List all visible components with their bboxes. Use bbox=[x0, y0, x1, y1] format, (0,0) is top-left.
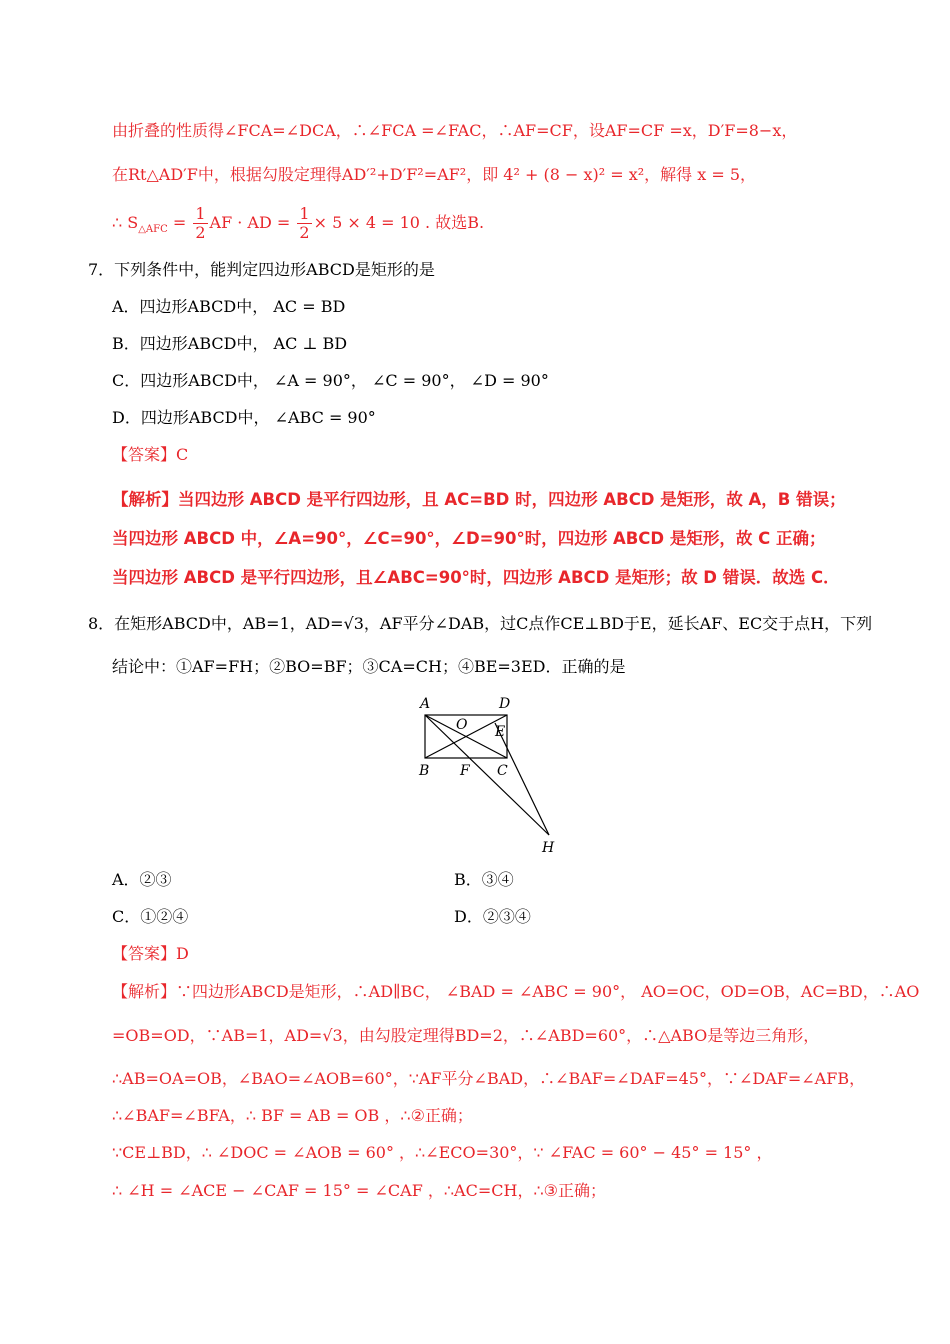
solution6-choice: 故选B. bbox=[430, 213, 485, 232]
answer-tag: 【答案】 bbox=[112, 944, 177, 963]
question7-option-a: A．四边形ABCD中， AC = BD bbox=[112, 297, 346, 316]
label-e: E bbox=[495, 724, 506, 740]
area-symbol: ∴ S bbox=[112, 213, 139, 232]
area-result: × 5 × 4 = 10 . bbox=[313, 213, 431, 232]
question7-analysis-line3: 当四边形 ABCD 是平行四边形，且∠ABC=90°时，四边形 ABCD 是矩形；故 D 错误．故选 C． bbox=[112, 568, 840, 587]
line-ah bbox=[425, 715, 549, 835]
question8-analysis-line3: ∴AB=OA=OB，∠BAO=∠AOB=60°，∵AF平分∠BAD，∴∠BAF=∠DAF=45°，∵∠DAF=∠AFB， bbox=[112, 1069, 866, 1088]
question7-answer bbox=[112, 443, 188, 467]
fraction-half-2: $\frac{1}{2}$ bbox=[299, 204, 310, 242]
question7-analysis-line1: 【解析】当四边形 ABCD 是平行四边形，且 AC=BD 时，四边形 ABCD 是矩形，故 A，B 错误； bbox=[112, 490, 846, 509]
question7-stem: 7．下列条件中，能判定四边形ABCD是矩形的是 bbox=[88, 260, 435, 279]
question7-option-d: D．四边形ABCD中， ∠ABC = 90° bbox=[112, 408, 376, 427]
fraction-half-1: $\frac{1}{2}$ bbox=[195, 204, 206, 242]
label-d: D bbox=[499, 696, 511, 712]
question7-analysis-line2: 当四边形 ABCD 中，∠A=90°，∠C=90°，∠D=90°时，四边形 ABCD 是矩形，故 C 正确； bbox=[112, 529, 826, 548]
question8-option-b: B．③④ bbox=[454, 870, 514, 889]
area-subscript: △AFC bbox=[138, 224, 168, 236]
question8-option-a: A．②③ bbox=[112, 870, 172, 889]
answer-value: D bbox=[176, 944, 189, 963]
label-f: F bbox=[460, 763, 470, 779]
label-a: A bbox=[420, 696, 431, 712]
question8-answer bbox=[112, 942, 189, 966]
label-b: B bbox=[419, 763, 430, 779]
answer-tag: 【答案】 bbox=[112, 445, 177, 464]
question8-option-c: C．①②④ bbox=[112, 907, 189, 926]
question8-analysis-line6: ∴ ∠H = ∠ACE − ∠CAF = 15° = ∠CAF ，∴AC=CH，∴③正确； bbox=[112, 1181, 606, 1200]
solution6-line1: 由折叠的性质得∠FCA=∠DCA，∴∠FCA =∠FAC，∴AF=CF，设AF=CF =x，D′F=8−x， bbox=[112, 121, 798, 140]
question8-analysis-line2: =OB=OD，∵AB=1，AD=√3，由勾股定理得BD=2，∴∠ABD=60°，∴△ABO是等边三角形， bbox=[112, 1026, 820, 1045]
area-middle: AF · AD = bbox=[209, 213, 296, 232]
question8-analysis-line5: ∵CE⊥BD，∴ ∠DOC = ∠AOB = 60° ，∴∠ECO=30°，∵ ∠FAC = 60° − 45° = 15° ， bbox=[112, 1143, 773, 1162]
solution6-line3 bbox=[112, 205, 484, 248]
equals-sign: = bbox=[167, 213, 192, 232]
rectangle-figure bbox=[410, 690, 570, 860]
label-h: H bbox=[542, 840, 555, 856]
question7-option-b: B．四边形ABCD中， AC ⊥ BD bbox=[112, 334, 348, 353]
question7-option-c: C．四边形ABCD中， ∠A = 90°， ∠C = 90°， ∠D = 90° bbox=[112, 371, 549, 390]
question8-option-d: D．②③④ bbox=[454, 907, 531, 926]
label-o: O bbox=[456, 717, 468, 733]
question8-stem-line2: 结论中：①AF=FH；②BO=BF；③CA=CH；④BE=3ED．正确的是 bbox=[112, 657, 626, 676]
question8-analysis-line4: ∴∠BAF=∠BFA，∴ BF = AB = OB ，∴②正确； bbox=[112, 1106, 473, 1125]
answer-value: C bbox=[176, 445, 189, 464]
question8-stem-line1: 8．在矩形ABCD中，AB=1，AD=√3，AF平分∠DAB，过C点作CE⊥BD于E，延长AF、EC交于点H，下列 bbox=[88, 614, 873, 633]
label-c: C bbox=[497, 763, 508, 779]
solution6-line2: 在Rt△AD′F中，根据勾股定理得AD′²+D′F²=AF²，即 4² + (8 − x)² = x²，解得 x = 5， bbox=[112, 165, 757, 184]
question8-analysis-line1: 【解析】∵四边形ABCD是矩形，∴AD∥BC， ∠BAD = ∠ABC = 90°， AO=OC，OD=OB，AC=BD，∴AO bbox=[112, 982, 920, 1001]
